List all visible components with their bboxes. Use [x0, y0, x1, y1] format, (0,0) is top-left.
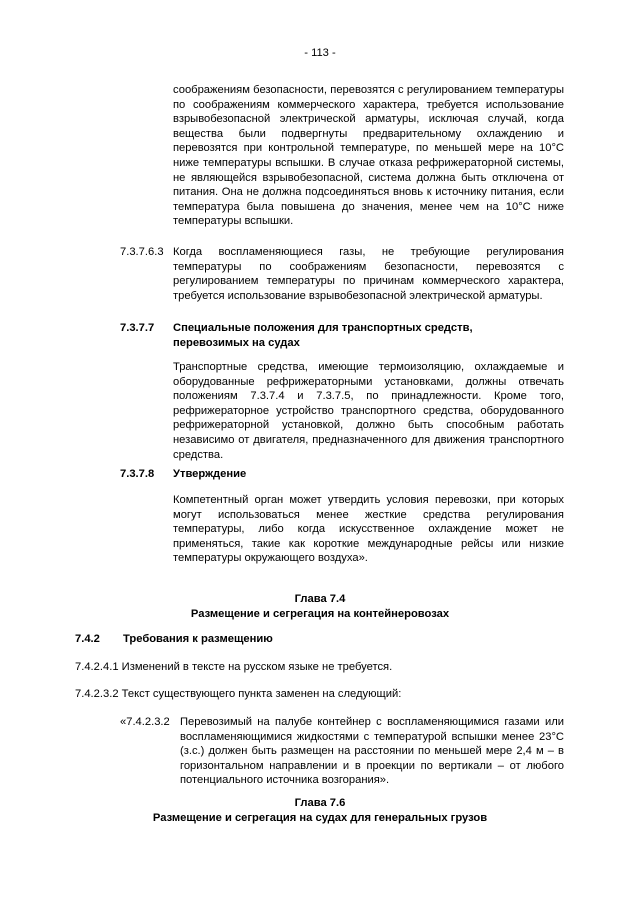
chapter-7-6-heading	[80, 796, 560, 825]
section-heading-7-4-2: Требования к размещению	[123, 633, 273, 645]
heading-line-2: перевозимых на судах	[173, 336, 300, 349]
chapter-7-6-number: Глава 7.6	[294, 797, 346, 809]
chapter-7-6-title: Размещение и сегрегация на судах для генеральных грузов	[152, 811, 488, 824]
quote-number-7-4-2-3-2: «7.4.2.3.2	[120, 716, 170, 728]
quote-text-7-4-2-3-2: Перевозимый на палубе контейнер с воспламеняющимися газами или воспламеняющимися жидкостями с температурой вспышки менее 23°C (з.с.) должен быть размещен на расстоянии по меньшей мере 2,4 м – в горизонтальном направлении и в проекции по вертикали – от любого потенциального источника возгорания».	[180, 716, 564, 787]
section-heading-7-3-7-7	[173, 321, 564, 350]
amendment-line-7-4-2-3-2: 7.4.2.3.2 Текст существующего пункта заменен на следующий:	[75, 688, 402, 700]
amendment-line-7-4-2-4-1: 7.4.2.4.1 Изменений в тексте на русском языке не требуется.	[75, 661, 393, 673]
section-number-7-3-7-8: 7.3.7.8	[120, 468, 155, 480]
section-text-7-3-7-8: Компетентный орган может утвердить условия перевозки, при которых могут использоваться менее жесткие средства регулирования температуры, либо когда искусственное охлаждение может не применяться, такие как короткие международные рейсы или низкие температуры окружающего воздуха».	[173, 494, 564, 565]
chapter-7-4-title: Размещение и сегрегация на контейнеровозах	[190, 607, 450, 620]
section-number-7-3-7-7: 7.3.7.7	[120, 322, 155, 334]
section-heading-7-3-7-8: Утверждение	[173, 468, 247, 480]
section-number-7-4-2: 7.4.2	[75, 633, 100, 645]
continuation-paragraph: соображениям безопасности, перевозятся с регулированием температуры по соображениям коммерческого характера, требуется использование взрывобезопасной электрической арматуры, исключая случай, когда вещества были подвергнуты предварительному охлаждению и перевозятся при контрольной температуре, по меньшей мере на 10°C ниже температуры вспышки. В случае отказа рефрижераторной системы, не являющейся взрывобезопасной, система должна быть отключена от питания. Она не должна подсоединяться вновь к источнику питания, если температура была повышена до значения, менее чем на 10°C ниже температуры вспышки.	[173, 84, 564, 228]
chapter-7-4-number: Глава 7.4	[294, 593, 346, 605]
chapter-7-4-heading	[80, 592, 560, 621]
heading-line-1: Специальные положения для транспортных средств,	[173, 322, 473, 334]
section-number-7-3-7-6-3: 7.3.7.6.3	[120, 246, 164, 258]
page-number: - 113 -	[304, 47, 336, 59]
section-text-7-3-7-7: Транспортные средства, имеющие термоизоляцию, охлаждаемые и оборудованные рефрижераторными установками, должны отвечать положениям 7.3.7.4 и 7.3.7.5, по принадлежности. Кроме того, рефрижераторное устройство транспортного средства, оборудованного рефрижераторной установкой, должно быть способным работать независимо от двигателя, предназначенного для движения транспортного средства.	[173, 361, 564, 461]
section-text-7-3-7-6-3: Когда воспламеняющиеся газы, не требующие регулирования температуры по соображениям безопасности, перевозятся с регулированием температуры по причинам коммерческого характера, требуется использование взрывобезопасной электрической арматуры.	[173, 246, 564, 302]
